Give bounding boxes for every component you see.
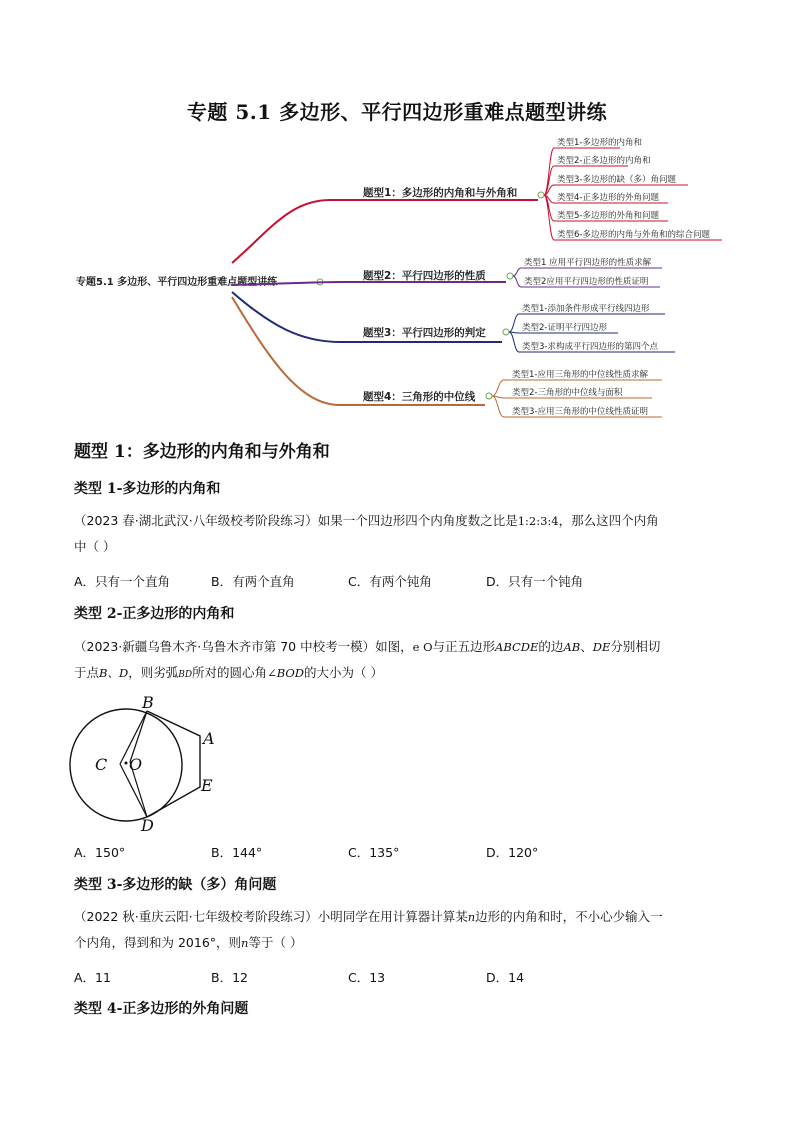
collapse-icon[interactable] (503, 329, 509, 335)
page-title: 专题 5.1 多边形、平行四边形重难点题型讲练 (186, 100, 608, 124)
circle-o (70, 709, 182, 821)
type3-option-a[interactable]: A．11 (74, 970, 111, 985)
branch-line-4 (232, 297, 485, 405)
label-a: A (203, 729, 215, 748)
label-c: C (95, 755, 108, 774)
leaf-4-2: 类型2-三角形的中位线与面积 (512, 388, 623, 398)
type3-heading: 类型 3-多边形的缺（多）角问题 (74, 877, 277, 893)
leaf-2-1: 类型1 应用平行四边形的性质求解 (524, 258, 652, 268)
type4-heading: 类型 4-正多边形的外角问题 (74, 1001, 249, 1017)
collapse-icon[interactable] (538, 192, 544, 198)
type3-option-b[interactable]: B．12 (211, 970, 248, 985)
pentagon-sides (147, 711, 200, 817)
type2-question: （2023·新疆乌鲁木齐·乌鲁木齐市第 70 中校考一模）如图，e O与正五边形ABCDE的边AB、DE分别相切 于点B、D，则劣弧BD所对的圆心角∠BOD的大小为（ ） (74, 639, 661, 680)
label-e: E (201, 776, 213, 795)
type2-option-c[interactable]: C．135° (348, 845, 400, 860)
type1-question: （2023 春·湖北武汉·八年级校考阶段练习）如果一个四边形四个内角度数之比是1:2:3:4，那么这四个内角 中（ ） (74, 513, 659, 554)
branch-4-label: 题型4：三角形的中位线 (363, 391, 476, 403)
collapse-icon[interactable] (486, 393, 492, 399)
type2-option-d[interactable]: D．120° (486, 845, 539, 860)
type3-option-d[interactable]: D．14 (486, 970, 525, 985)
geometry-figure (62, 693, 242, 833)
branch-1-label: 题型1：多边形的内角和与外角和 (363, 187, 518, 199)
type2-option-a[interactable]: A．150° (74, 845, 126, 860)
leaf-1-6: 类型6-多边形的内角与外角和的综合问题 (557, 230, 710, 240)
type1-option-a[interactable]: A．只有一个直角 (74, 574, 171, 589)
type1-option-c[interactable]: C．有两个钝角 (348, 574, 432, 589)
type1-heading: 类型 1-多边形的内角和 (74, 481, 221, 497)
branch-2-label: 题型2：平行四边形的性质 (363, 270, 486, 282)
type2-option-b[interactable]: B．144° (211, 845, 263, 860)
leaf-3-1: 类型1-添加条件形成平行线四边形 (522, 304, 650, 314)
leaf-2-2: 类型2应用平行四边形的性质证明 (524, 277, 649, 287)
leaf-1-5: 类型5-多边形的外角和问题 (557, 211, 659, 221)
leaf-1-1: 类型1-多边形的内角和 (557, 138, 642, 148)
section-heading: 题型 1：多边形的内角和与外角和 (74, 442, 330, 462)
type3-question: （2022 秋·重庆云阳·七年级校考阶段练习）小明同学在用计算器计算某n边形的内角和时，不小心少输入一 个内角，得到和为 2016°，则n等于（ ） (74, 909, 663, 950)
leaf-3-2: 类型2-证明平行四边形 (522, 323, 607, 333)
leaf-4-3: 类型3-应用三角形的中位线性质证明 (512, 407, 648, 417)
type3-option-c[interactable]: C．13 (348, 970, 386, 985)
leaf-1-2: 类型2-正多边形的内角和 (557, 156, 651, 166)
ratio-value: 1:2:3:4 (517, 514, 559, 528)
leaf-1-3: 类型3-多边形的缺（多）角问题 (557, 175, 676, 185)
label-d: D (141, 816, 154, 833)
collapse-icon[interactable] (507, 273, 513, 279)
type1-option-d[interactable]: D．只有一个钝角 (486, 574, 584, 589)
label-b: B (142, 693, 154, 712)
mind-map-root: 专题5.1 多边形、平行四边形重难点题型讲练 (76, 277, 278, 288)
type2-heading: 类型 2-正多边形的内角和 (74, 606, 235, 622)
leaf-3-3: 类型3-求构成平行四边形的第四个点 (522, 342, 658, 352)
branch-3-label: 题型3：平行四边形的判定 (363, 327, 486, 339)
branch-line-1 (232, 200, 538, 263)
leaf-1-4: 类型4-正多边形的外角问题 (557, 193, 659, 203)
type1-option-b[interactable]: B．有两个直角 (211, 574, 295, 589)
leaf-4-1: 类型1-应用三角形的中位线性质求解 (512, 370, 648, 380)
mind-map (0, 130, 794, 430)
label-o: O (129, 755, 143, 774)
